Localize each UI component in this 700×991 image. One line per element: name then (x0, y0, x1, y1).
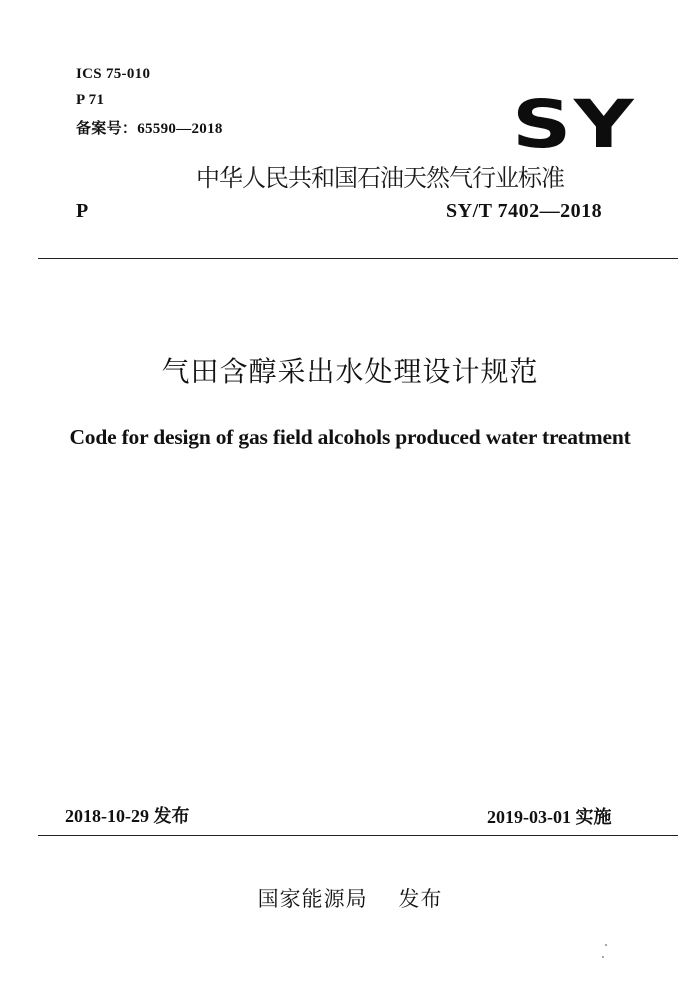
scan-speck (605, 944, 607, 946)
sy-logo: SY (512, 86, 637, 163)
standard-code: SY/T 7402—2018 (446, 200, 603, 222)
bottom-divider (38, 835, 678, 836)
category-letter: P (76, 200, 89, 222)
title-english: Code for design of gas field alcohols produced water treatment (69, 425, 631, 449)
issue-date: 2018-10-29 发布 (65, 806, 190, 826)
title-chinese: 气田含醇采出水处理设计规范 (161, 355, 539, 388)
ics-code: ICS 75-010 (76, 66, 151, 82)
scan-speck (602, 956, 604, 958)
top-divider (38, 258, 678, 259)
classification-code: P 71 (76, 92, 105, 108)
standard-type: 中华人民共和国石油天然气行业标准 (196, 164, 564, 192)
publisher: 国家能源局 发布 (257, 887, 443, 911)
implementation-date: 2019-03-01 实施 (487, 807, 612, 827)
record-number: 备案号：65590—2018 (76, 121, 223, 137)
